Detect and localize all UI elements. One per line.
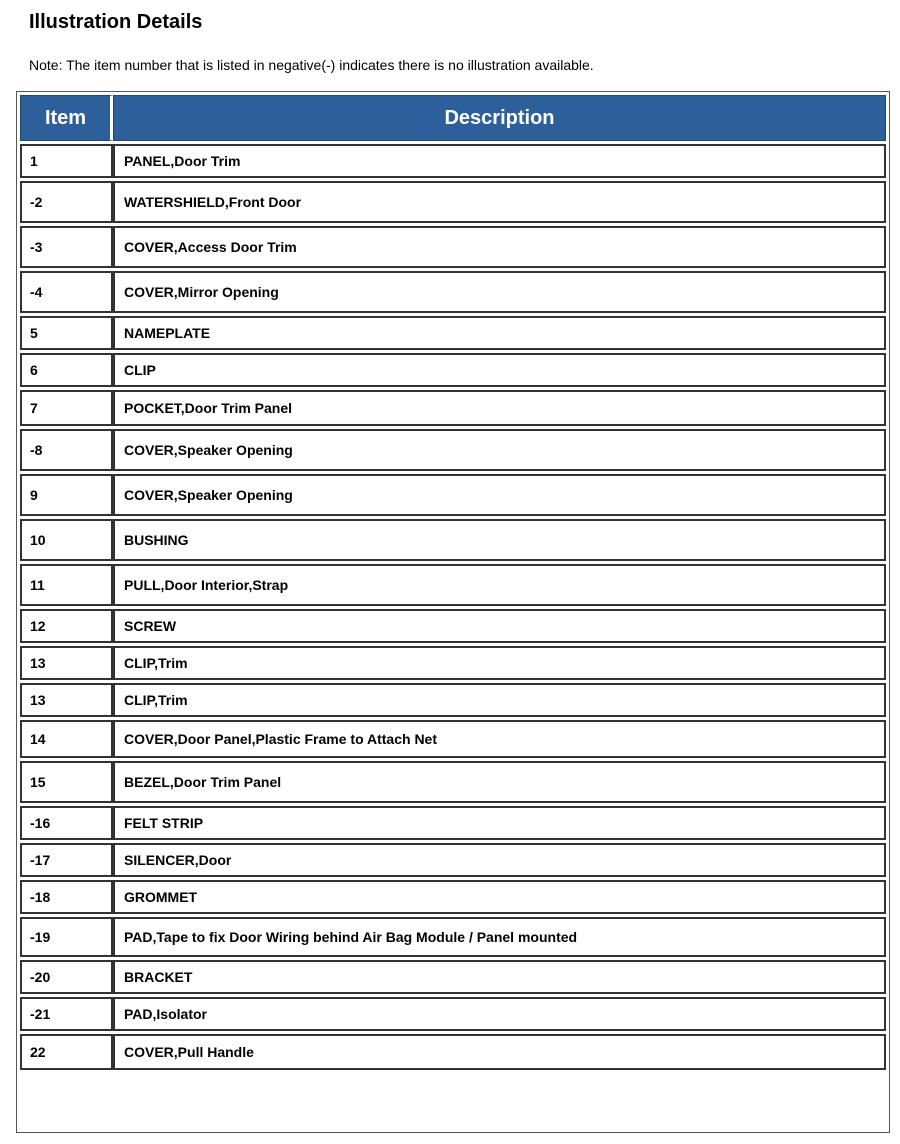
description-cell: PAD,Tape to fix Door Wiring behind Air Bag Module / Panel mounted (113, 917, 886, 957)
page-title: Illustration Details (29, 11, 203, 33)
description-cell: BRACKET (113, 960, 886, 994)
item-number-cell: 11 (20, 564, 113, 606)
description-cell: COVER,Speaker Opening (113, 429, 886, 471)
description-cell: COVER,Pull Handle (113, 1034, 886, 1070)
table-body (20, 141, 886, 1070)
item-number-cell: -8 (20, 429, 113, 471)
table-row (20, 917, 886, 957)
table-row (20, 144, 886, 178)
table-row (20, 474, 886, 516)
table-row (20, 609, 886, 643)
parts-table-frame (16, 91, 890, 1133)
item-number-cell: 7 (20, 390, 113, 426)
item-number-cell: -20 (20, 960, 113, 994)
item-number-cell: 13 (20, 646, 113, 680)
item-number-cell: 10 (20, 519, 113, 561)
item-number-cell: 15 (20, 761, 113, 803)
item-number-cell: -17 (20, 843, 113, 877)
description-cell: PANEL,Door Trim (113, 144, 886, 178)
table-row (20, 806, 886, 840)
table-row (20, 646, 886, 680)
description-cell: NAMEPLATE (113, 316, 886, 350)
description-cell: COVER,Mirror Opening (113, 271, 886, 313)
table-row (20, 429, 886, 471)
table-row (20, 519, 886, 561)
item-number-cell: -4 (20, 271, 113, 313)
description-cell: POCKET,Door Trim Panel (113, 390, 886, 426)
table-row (20, 226, 886, 268)
description-cell: BUSHING (113, 519, 886, 561)
description-cell: SCREW (113, 609, 886, 643)
table-row (20, 761, 886, 803)
item-number-cell: -21 (20, 997, 113, 1031)
table-row (20, 181, 886, 223)
table-row (20, 720, 886, 758)
item-number-cell: 5 (20, 316, 113, 350)
item-number-cell: 13 (20, 683, 113, 717)
item-number-cell: 1 (20, 144, 113, 178)
description-cell: COVER,Door Panel,Plastic Frame to Attach Net (113, 720, 886, 758)
description-cell: BEZEL,Door Trim Panel (113, 761, 886, 803)
item-number-cell: -18 (20, 880, 113, 914)
table-row (20, 353, 886, 387)
description-cell: FELT STRIP (113, 806, 886, 840)
description-cell: COVER,Speaker Opening (113, 474, 886, 516)
table-row (20, 997, 886, 1031)
description-cell: CLIP (113, 353, 886, 387)
item-number-cell: -3 (20, 226, 113, 268)
item-number-cell: 6 (20, 353, 113, 387)
description-cell: CLIP,Trim (113, 646, 886, 680)
table-row (20, 564, 886, 606)
column-header-description: Description (113, 95, 886, 141)
parts-table (20, 95, 886, 1070)
item-number-cell: 12 (20, 609, 113, 643)
description-cell: PULL,Door Interior,Strap (113, 564, 886, 606)
table-row (20, 271, 886, 313)
item-number-cell: 14 (20, 720, 113, 758)
description-cell: CLIP,Trim (113, 683, 886, 717)
item-number-cell: -19 (20, 917, 113, 957)
item-number-cell: 22 (20, 1034, 113, 1070)
table-row (20, 683, 886, 717)
item-number-cell: -16 (20, 806, 113, 840)
table-header-row (20, 95, 886, 141)
column-header-item: Item (20, 95, 113, 141)
table-row (20, 880, 886, 914)
table-row (20, 316, 886, 350)
table-row (20, 1034, 886, 1070)
item-number-cell: 9 (20, 474, 113, 516)
description-cell: COVER,Access Door Trim (113, 226, 886, 268)
table-row (20, 960, 886, 994)
description-cell: GROMMET (113, 880, 886, 914)
table-row (20, 390, 886, 426)
description-cell: WATERSHIELD,Front Door (113, 181, 886, 223)
description-cell: PAD,Isolator (113, 997, 886, 1031)
description-cell: SILENCER,Door (113, 843, 886, 877)
table-row (20, 843, 886, 877)
illustration-note: Note: The item number that is listed in negative(-) indicates there is no illustration available. (29, 57, 594, 73)
item-number-cell: -2 (20, 181, 113, 223)
